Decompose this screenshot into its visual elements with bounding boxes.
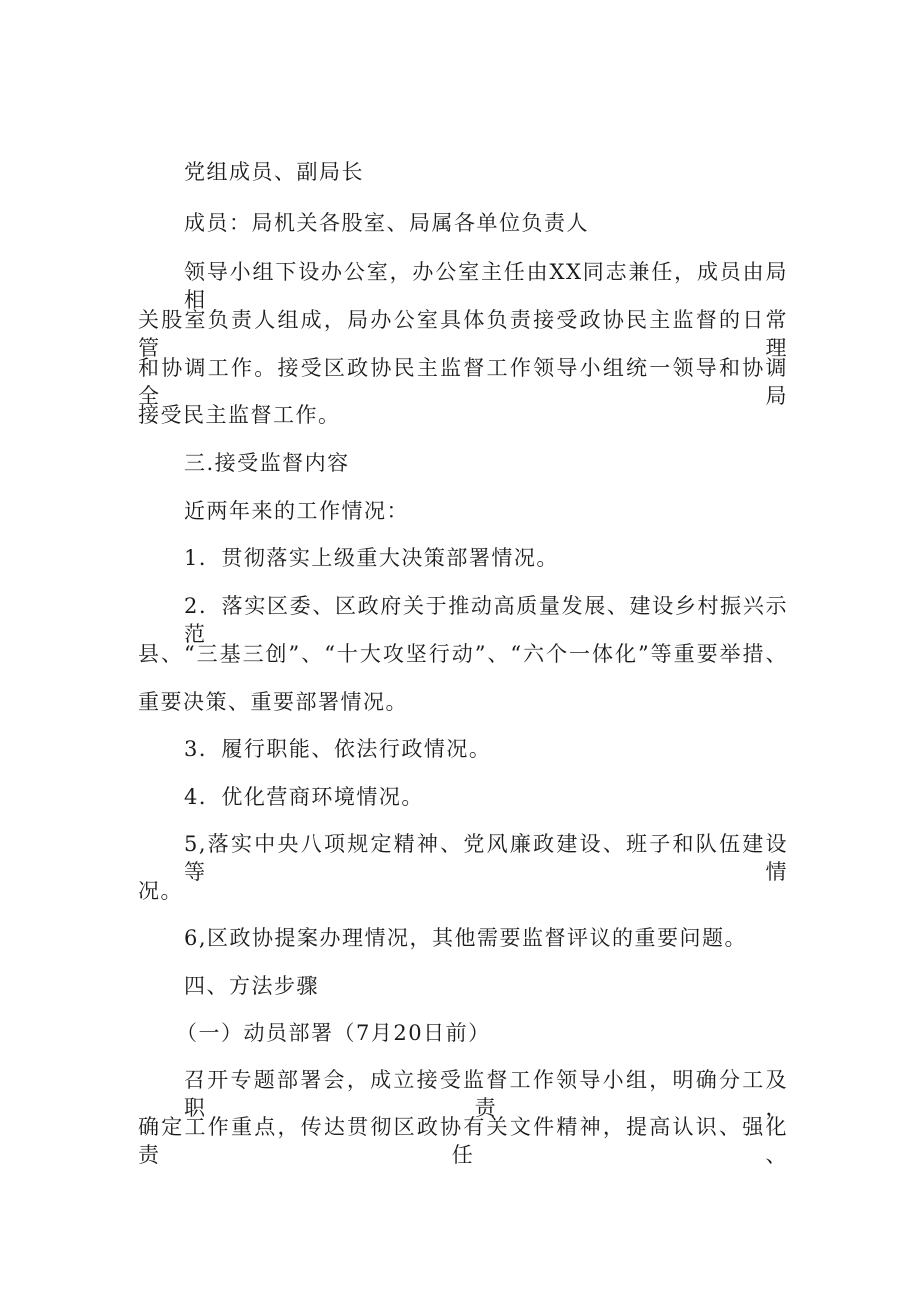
- paragraph-line: 关股室负责人组成，局办公室具体负责接受政协民主监督的日常管理: [138, 308, 788, 360]
- section-heading: 三.接受监督内容: [184, 451, 350, 475]
- list-item: 1．贯彻落实上级重大决策部署情况。: [184, 546, 559, 570]
- list-item-continuation: 县、“三基三创”、“十大攻坚行动”、“六个一体化”等重要举措、: [138, 642, 788, 666]
- list-item: 5,落实中央八项规定精神、党风廉政建设、班子和队伍建设等情: [184, 832, 788, 884]
- list-item: 2．落实区委、区政府关于推动高质量发展、建设乡村振兴示范: [184, 594, 788, 646]
- text-line: 近两年来的工作情况：: [184, 499, 409, 523]
- subsection-heading: （一）动员部署（7月20日前）: [176, 1021, 491, 1045]
- list-item: 6,区政协提案办理情况，其他需要监督评议的重要问题。: [184, 926, 748, 950]
- text-line: 党组成员、副局长: [184, 160, 364, 184]
- paragraph-line: 召开专题部署会，成立接受监督工作领导小组，明确分工及职责，: [184, 1068, 788, 1120]
- paragraph-line: 和协调工作。接受区政协民主监督工作领导小组统一领导和协调全局: [138, 356, 788, 408]
- list-item-continuation: 重要决策、重要部署情况。: [138, 690, 408, 714]
- paragraph-line: 确定工作重点，传达贯彻区政协有关文件精神，提高认识、强化责任、: [138, 1115, 788, 1167]
- paragraph-line: 接受民主监督工作。: [138, 403, 341, 427]
- list-item: 3．履行职能、依法行政情况。: [184, 737, 492, 761]
- text-line: 成员：局机关各股室、局属各单位负责人: [184, 211, 589, 235]
- list-item: 4．优化营商环境情况。: [184, 785, 424, 809]
- list-item-continuation: 况。: [138, 879, 183, 903]
- section-heading: 四、方法步骤: [184, 974, 319, 998]
- paragraph-line: 领导小组下设办公室，办公室主任由XX同志兼任，成员由局相: [184, 260, 788, 312]
